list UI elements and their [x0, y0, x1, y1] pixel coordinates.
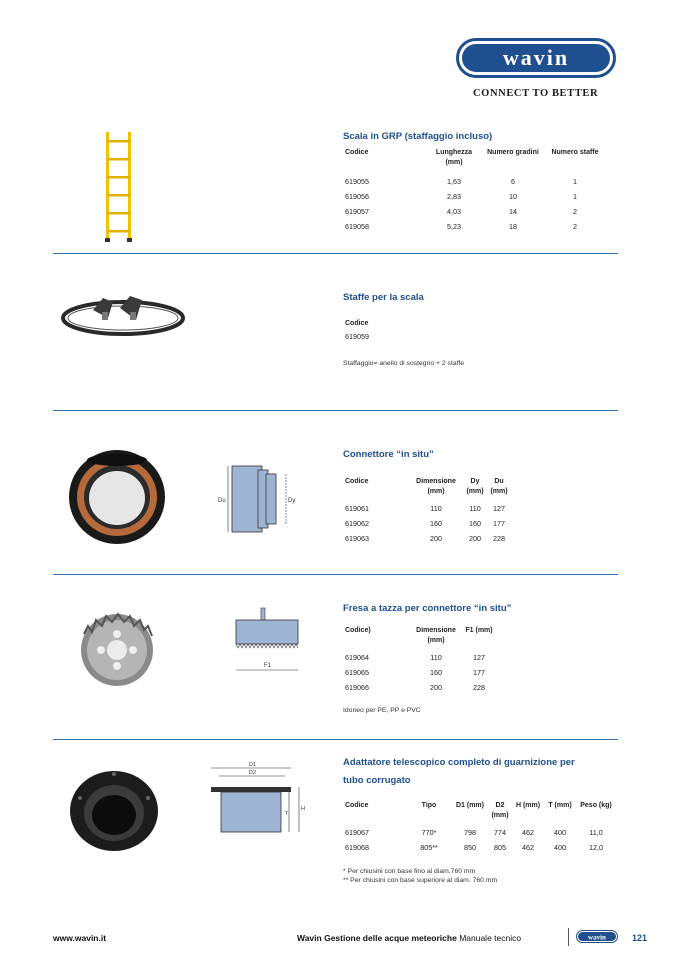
col-header: D1 (mm)	[455, 802, 484, 809]
col-header: Numero staffe	[551, 149, 599, 156]
section-divider	[53, 739, 618, 740]
table-row: 619061 110 110 127	[345, 504, 505, 513]
table-scala	[343, 148, 604, 234]
col-header: Numero gradini	[487, 149, 539, 156]
col-header: Codice	[345, 149, 369, 156]
section-title-adattatore-line1: Adattatore telescopico completo di guarnizione per	[343, 757, 575, 768]
note-staffe: Staffaggio= anello di sostegno + 2 staffe	[343, 360, 465, 367]
table-row: 619057 4,03 14 2	[345, 207, 577, 216]
connector-diagram	[214, 460, 298, 538]
hole-saw-image	[76, 604, 158, 690]
page-number: 121	[632, 933, 648, 943]
table-row: 619055 1,63 6 1	[345, 177, 577, 186]
table-row: 619058 5,23 18 2	[345, 222, 577, 231]
footer-title	[297, 933, 521, 943]
diagram-label-t: T	[285, 811, 289, 817]
footer-separator	[568, 928, 569, 946]
col-header: Codice	[345, 478, 369, 485]
col-header: T (mm)	[548, 802, 572, 809]
diagram-label-f1: F1	[264, 663, 272, 669]
col-header: F1 (mm)	[465, 627, 493, 634]
tagline: CONNECT TO BETTER	[473, 88, 599, 99]
wavin-logo	[456, 38, 616, 78]
section-divider	[53, 574, 618, 575]
section-title-connettore: Connettore “in situ”	[343, 449, 434, 460]
adapter-image	[66, 768, 162, 854]
logo-wordmark: wavin	[502, 45, 570, 70]
col-header: Dimensione (mm)	[416, 478, 456, 495]
col-header: H (mm)	[515, 802, 541, 809]
footnote-1: * Per chiusini con base fino al diam.760 mm	[343, 868, 476, 875]
note-fresa: Idoneo per PE, PP e PVC	[343, 707, 421, 714]
table-connettore	[343, 477, 511, 546]
col-header: Du (mm)	[490, 478, 508, 495]
col-header: Dy (mm)	[466, 478, 484, 495]
diagram-label-d1: D1	[249, 762, 257, 768]
section-title-adattatore-line2: tubo corrugato	[343, 775, 411, 786]
col-header: Codice)	[345, 627, 371, 634]
col-header: Lunghezza (mm)	[435, 149, 473, 166]
diagram-label-du: Du	[218, 498, 226, 504]
section-divider	[53, 410, 618, 411]
diagram-label-d2: D2	[249, 770, 257, 776]
adapter-diagram	[205, 760, 313, 840]
footer-logo-wordmark: wavin	[588, 933, 606, 942]
col-header: Tipo	[421, 802, 437, 809]
section-title-scala: Scala in GRP (staffaggio incluso)	[343, 131, 493, 142]
table-row: 619067 770* 798 774 462 400 11,0	[345, 828, 603, 837]
footer-wavin-logo	[576, 930, 618, 943]
hole-saw-diagram	[230, 606, 306, 676]
col-header: D2 (mm)	[491, 802, 509, 819]
footer-title-bold: Wavin Gestione delle acque meteoriche	[297, 933, 457, 943]
footnote-2: ** Per chiusini con base superiore al diam. 760 mm	[343, 877, 498, 884]
section-title-staffe: Staffe per la scala	[343, 292, 424, 303]
table-row: 619063 200 200 228	[345, 534, 505, 543]
col-header: Dimensione (mm)	[416, 627, 456, 644]
table-row: 619064 110 127	[345, 653, 485, 662]
table-row: 619056 2,83 10 1	[345, 192, 577, 201]
table-fresa	[343, 626, 495, 695]
bracket-ring-image	[58, 290, 188, 340]
col-header: Codice	[345, 802, 369, 809]
table-adattatore	[343, 801, 615, 855]
table-row: 619068 805** 850 805 462 400 12,0	[345, 843, 603, 852]
table-row: 619066 200 228	[345, 683, 485, 692]
ladder-image	[100, 130, 140, 245]
footer-url[interactable]: www.wavin.it	[53, 933, 107, 943]
table-staffe	[343, 319, 423, 344]
section-divider	[53, 253, 618, 254]
footer-title-regular: Manuale tecnico	[456, 933, 522, 943]
table-row: 619062 160 160 177	[345, 519, 505, 528]
col-header: Peso (kg)	[580, 802, 612, 809]
diagram-label-dy: Dy	[288, 498, 296, 504]
section-title-fresa: Fresa a tazza per connettore “in situ”	[343, 603, 512, 614]
table-row: 619065 160 177	[345, 668, 485, 677]
col-header: Codice	[345, 320, 369, 327]
connector-image	[66, 446, 168, 548]
table-row: 619059	[345, 332, 369, 341]
diagram-label-h: H	[301, 806, 305, 812]
